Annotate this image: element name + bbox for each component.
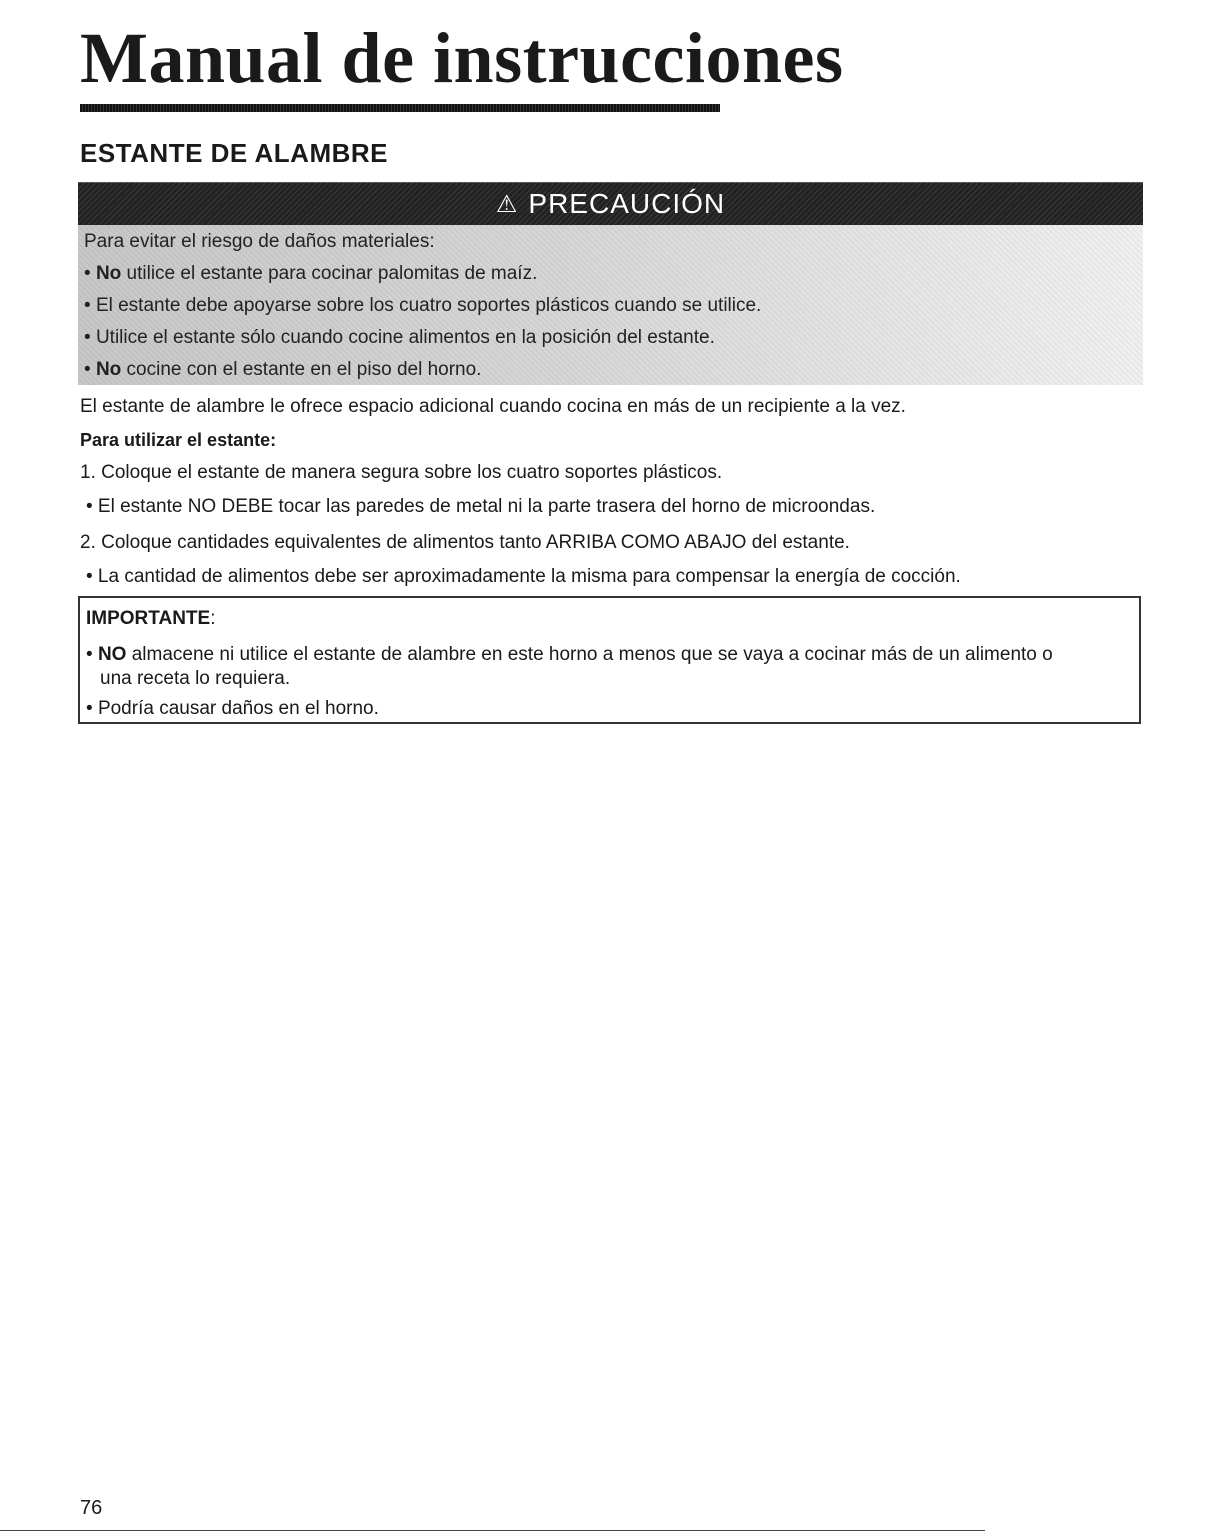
step-1: 1. Coloque el estante de manera segura sobre los cuatro soportes plásticos. <box>80 462 723 483</box>
warning-triangle-icon: ⚠ <box>495 190 519 218</box>
caution-item-text: Utilice el estante sólo cuando cocine alimentos en la posición del estante. <box>95 327 715 348</box>
caution-item-emphasis: No <box>95 263 122 284</box>
important-item: • NO almacene ni utilice el estante de alambre en este horno a menos que se vaya a cocinar más de un alimento o <box>86 644 1053 665</box>
important-item-text: almacene ni utilice el estante de alambre en este horno a menos que se vaya a cocinar más de un alimento o <box>126 644 1053 665</box>
caution-item: • No utilice el estante para cocinar palomitas de maíz. <box>84 263 538 284</box>
caution-header <box>78 183 1143 225</box>
important-box <box>78 596 1141 724</box>
important-item-emphasis: NO <box>97 644 127 665</box>
caution-intro: Para evitar el riesgo de daños materiales: <box>84 231 435 252</box>
page-title: Manual de instrucciones <box>80 18 844 98</box>
important-label-colon: : <box>210 608 216 629</box>
caution-box <box>78 182 1143 385</box>
caution-item: • El estante debe apoyarse sobre los cuatro soportes plásticos cuando se utilice. <box>84 295 762 316</box>
caution-body <box>78 225 1143 385</box>
important-item: • Podría causar daños en el horno. <box>86 698 379 719</box>
important-item-continuation: una receta lo requiera. <box>100 668 291 689</box>
footer-rule <box>0 1530 985 1531</box>
caution-item-text: utilice el estante para cocinar palomitas de maíz. <box>121 263 538 284</box>
page-number: 76 <box>80 1497 103 1519</box>
step-2: 2. Coloque cantidades equivalentes de alimentos tanto ARRIBA COMO ABAJO del estante. <box>80 532 850 553</box>
caution-item-emphasis: No <box>95 359 122 380</box>
instructions-heading: Para utilizar el estante: <box>80 430 277 450</box>
important-label: IMPORTANTE <box>86 608 211 629</box>
caution-title: PRECAUCIÓN <box>528 188 726 219</box>
caution-item-text: El estante debe apoyarse sobre los cuatro soportes plásticos cuando se utilice. <box>95 295 762 316</box>
section-heading: ESTANTE DE ALAMBRE <box>80 138 388 168</box>
caution-item: • No cocine con el estante en el piso del horno. <box>84 359 482 380</box>
title-underline <box>80 104 720 112</box>
important-item-text: Podría causar daños en el horno. <box>97 698 379 719</box>
step-1-note: • El estante NO DEBE tocar las paredes de metal ni la parte trasera del horno de microondas. <box>86 496 876 517</box>
caution-item: • Utilice el estante sólo cuando cocine alimentos en la posición del estante. <box>84 327 715 348</box>
intro-paragraph: El estante de alambre le ofrece espacio adicional cuando cocina en más de un recipiente a la vez. <box>80 396 906 417</box>
caution-item-text: cocine con el estante en el piso del horno. <box>121 359 482 380</box>
important-heading <box>86 608 215 630</box>
step-2-note: • La cantidad de alimentos debe ser aproximadamente la misma para compensar la energía de cocción. <box>86 566 961 587</box>
